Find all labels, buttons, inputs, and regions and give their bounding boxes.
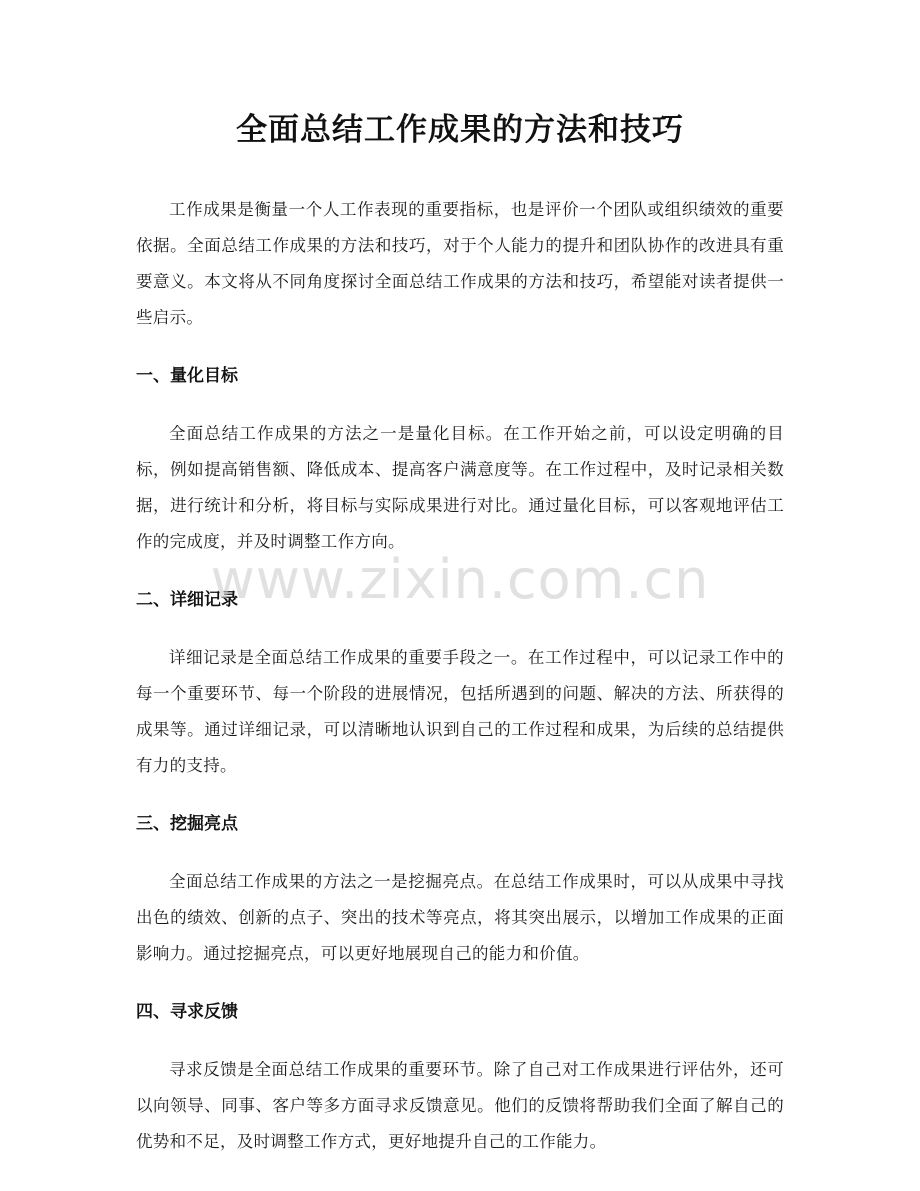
- section-paragraph: 寻求反馈是全面总结工作成果的重要环节。除了自己对工作成果进行评估外，还可以向领导、同事、客户等多方面寻求反馈意见。他们的反馈将帮助我们全面了解自己的优势和不足，及时调整工作方式，更好地提升自己的工作能力。: [136, 1060, 784, 1151]
- section-heading: 二、详细记录: [136, 590, 238, 610]
- section-paragraph: 全面总结工作成果的方法之一是量化目标。在工作开始之前，可以设定明确的目标，例如提高销售额、降低成本、提高客户满意度等。在工作过程中，及时记录相关数据，进行统计和分析，将目标与实际成果进行对比。通过量化目标，可以客观地评估工作的完成度，并及时调整工作方向。: [136, 424, 784, 551]
- intro-paragraph: 工作成果是衡量一个人工作表现的重要指标，也是评价一个团队或组织绩效的重要依据。全面总结工作成果的方法和技巧，对于个人能力的提升和团队协作的改进具有重要意义。本文将从不同角度探讨全面总结工作成果的方法和技巧，希望能对读者提供一些启示。: [136, 200, 784, 327]
- section-feedback: [136, 994, 784, 1160]
- section-paragraph: 详细记录是全面总结工作成果的重要手段之一。在工作过程中，可以记录工作中的每一个重要环节、每一个阶段的进展情况，包括所遇到的问题、解决的方法、所获得的成果等。通过详细记录，可以清晰地认识到自己的工作过程和成果，为后续的总结提供有力的支持。: [136, 648, 784, 775]
- section-detailed-records: [136, 582, 784, 784]
- site-watermark: www.zixin.com.cn: [210, 548, 710, 611]
- section-highlights: [136, 806, 784, 972]
- intro-block: [136, 192, 784, 336]
- section-paragraph: 全面总结工作成果的方法之一是挖掘亮点。在总结工作成果时，可以从成果中寻找出色的绩效、创新的点子、突出的技术等亮点，将其突出展示，以增加工作成果的正面影响力。通过挖掘亮点，可以更好地展现自己的能力和价值。: [136, 872, 784, 963]
- document-title: 全面总结工作成果的方法和技巧: [236, 112, 684, 148]
- section-heading: 四、寻求反馈: [136, 1002, 238, 1022]
- section-quantify-goals: [136, 358, 784, 560]
- section-heading: 三、挖掘亮点: [136, 814, 238, 834]
- section-heading: 一、量化目标: [136, 366, 238, 386]
